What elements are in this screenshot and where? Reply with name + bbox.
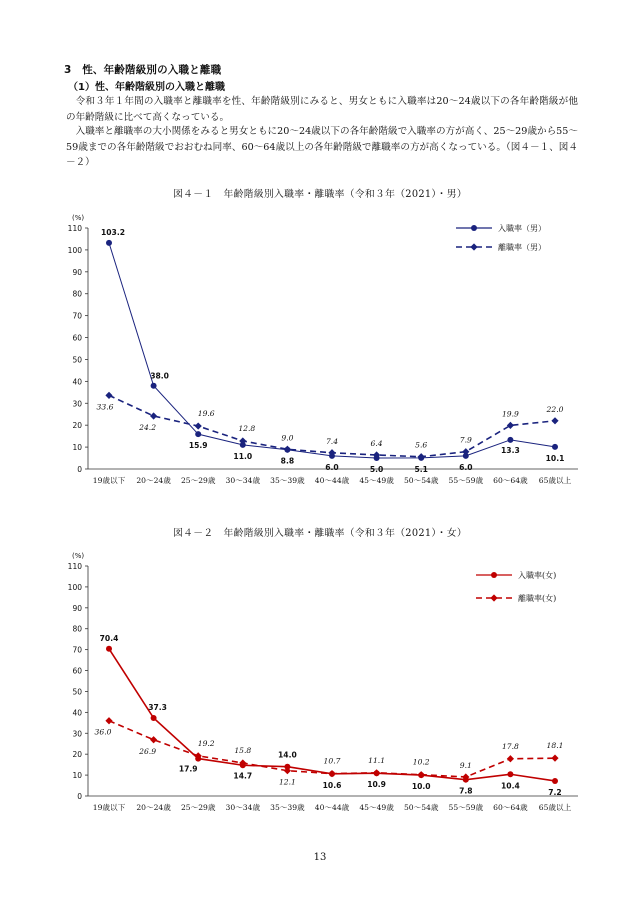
data-label: 19.6	[197, 409, 215, 419]
y-tick-label: 80	[72, 624, 82, 634]
data-label: 37.3	[148, 703, 167, 713]
data-label: 5.6	[415, 440, 428, 450]
data-label: 6.4	[370, 438, 383, 448]
x-tick-label: 55～59歳	[448, 476, 484, 485]
y-tick-label: 10	[72, 771, 82, 781]
x-tick-label: 50～54歳	[403, 803, 439, 812]
data-label: 6.0	[459, 462, 473, 472]
data-point	[551, 755, 558, 762]
y-tick-label: 0	[77, 465, 82, 474]
x-tick-label: 40～44歳	[314, 476, 350, 485]
page-number: 13	[313, 852, 327, 863]
data-label: 12.1	[278, 777, 296, 787]
legend-label: 離職率(女)	[518, 594, 557, 603]
data-label: 9.1	[459, 760, 472, 770]
data-label: 10.0	[411, 782, 431, 792]
x-tick-label: 65歳以上	[538, 476, 572, 485]
data-label: 10.2	[412, 757, 430, 767]
data-label: 103.2	[100, 227, 126, 237]
figure-4-1-title: 図４－１ 年齢階級別入職率・離職率（令和３年（2021）・男）	[173, 189, 467, 200]
data-label: 36.0	[94, 727, 112, 737]
data-label: 8.8	[280, 456, 295, 466]
y-tick-label: 20	[72, 421, 82, 431]
series-line-separation-rate	[109, 721, 555, 777]
y-tick-label: 70	[72, 645, 82, 655]
y-axis-label: (%)	[72, 552, 85, 560]
data-label: 24.2	[139, 422, 157, 432]
data-label: 12.8	[238, 423, 256, 433]
x-tick-label: 19歳以下	[92, 803, 126, 812]
data-label: 19.9	[501, 409, 519, 419]
y-tick-label: 90	[72, 603, 82, 613]
data-label: 10.4	[501, 781, 520, 791]
x-tick-label: 20～24歳	[136, 476, 171, 485]
legend-label: 離職率（男）	[498, 243, 546, 252]
data-label: 5.1	[414, 464, 428, 474]
data-label: 17.9	[178, 764, 198, 774]
data-label: 38.0	[150, 371, 169, 381]
x-tick-label: 35～39歳	[270, 803, 305, 812]
x-tick-label: 55～59歳	[448, 803, 484, 812]
legend-marker	[490, 594, 497, 601]
x-tick-label: 60～64歳	[493, 476, 528, 485]
data-point	[105, 717, 112, 724]
data-point	[552, 778, 558, 784]
y-tick-label: 30	[72, 399, 82, 409]
data-label: 19.2	[197, 738, 215, 748]
y-axis-label: (%)	[72, 214, 85, 222]
data-label: 14.0	[278, 750, 297, 760]
y-tick-label: 80	[72, 289, 82, 299]
figure-4-2-title: 図４－２ 年齢階級別入職率・離職率（令和３年（2021）・女）	[173, 528, 467, 539]
x-tick-label: 45～49歳	[359, 803, 394, 812]
data-label: 7.2	[548, 787, 562, 797]
data-label: 6.0	[325, 462, 339, 472]
data-point	[507, 755, 514, 762]
data-label: 13.3	[501, 445, 520, 455]
data-label: 5.0	[369, 465, 384, 475]
data-label: 14.7	[233, 771, 253, 781]
data-label: 10.6	[322, 780, 342, 790]
data-point	[328, 770, 335, 777]
data-label: 11.0	[233, 451, 253, 461]
y-tick-label: 50	[72, 355, 82, 365]
data-label: 15.9	[188, 441, 208, 451]
x-tick-label: 45～49歳	[359, 476, 394, 485]
legend-marker	[491, 572, 497, 578]
data-point	[151, 715, 157, 721]
data-label: 10.7	[323, 756, 341, 766]
data-point	[373, 769, 380, 776]
y-tick-label: 100	[67, 582, 82, 592]
x-tick-label: 35～39歳	[270, 476, 305, 485]
data-label: 10.9	[367, 780, 386, 790]
x-tick-label: 25～29歳	[180, 476, 216, 485]
paragraph-1: 令和３年１年間の入職率と離職率を性、年齢階級別にみると、男女ともに入職率は20～24歳以下の各年齢階級が他の年齢階級に比べて高くなっている。	[66, 96, 578, 123]
x-tick-label: 30～34歳	[225, 803, 261, 812]
subsection-title: （1）性、年齢階級別の入職と離職	[68, 82, 225, 93]
data-point	[150, 736, 157, 743]
x-tick-label: 19歳以下	[92, 476, 126, 485]
y-tick-label: 60	[72, 666, 82, 676]
y-tick-label: 100	[67, 245, 82, 255]
y-tick-label: 10	[72, 443, 82, 453]
x-tick-label: 30～34歳	[225, 476, 261, 485]
y-tick-label: 0	[77, 792, 82, 801]
y-tick-label: 40	[72, 377, 82, 387]
data-label: 11.1	[368, 755, 386, 765]
y-tick-label: 110	[67, 224, 82, 233]
data-label: 15.8	[234, 745, 252, 755]
x-tick-label: 50～54歳	[403, 476, 439, 485]
x-tick-label: 25～29歳	[180, 803, 216, 812]
y-tick-label: 60	[72, 333, 82, 343]
y-tick-label: 90	[72, 267, 82, 277]
y-tick-label: 30	[72, 729, 82, 739]
data-label: 33.6	[96, 402, 114, 412]
data-point	[507, 771, 513, 777]
data-label: 18.1	[546, 741, 564, 751]
y-tick-label: 20	[72, 750, 82, 760]
legend-label: 入職率（男）	[498, 224, 546, 233]
x-tick-label: 20～24歳	[136, 803, 171, 812]
y-tick-label: 110	[67, 562, 82, 571]
data-point	[106, 646, 112, 652]
data-label: 7.4	[325, 436, 339, 446]
data-label: 7.8	[459, 786, 473, 796]
y-tick-label: 50	[72, 687, 82, 697]
data-label: 26.9	[139, 746, 157, 756]
y-tick-label: 70	[72, 311, 82, 321]
data-label: 70.4	[99, 633, 119, 643]
data-label: 22.0	[546, 404, 564, 414]
x-tick-label: 40～44歳	[314, 803, 350, 812]
legend-label: 入職率(女)	[518, 571, 557, 580]
data-point	[418, 771, 425, 778]
data-label: 9.0	[281, 433, 294, 443]
x-tick-label: 65歳以上	[538, 803, 572, 812]
data-label: 17.8	[501, 741, 519, 751]
data-label: 10.1	[545, 453, 565, 463]
y-tick-label: 40	[72, 708, 82, 718]
data-label: 7.9	[459, 435, 472, 445]
x-tick-label: 60～64歳	[493, 803, 528, 812]
section-title: 3 性、年齢階級別の入職と離職	[64, 64, 222, 76]
paragraph-2: 入職率と離職率の大小関係をみると男女ともに20～24歳以下の各年齢階級で入職率の方が高く、25～29歳から55～59歳までの各年齢階級でおおむね同率、60～64歳以上の各年齢階級で離職率の方が高くなっている。（図４－１、図４－２）	[66, 126, 578, 168]
